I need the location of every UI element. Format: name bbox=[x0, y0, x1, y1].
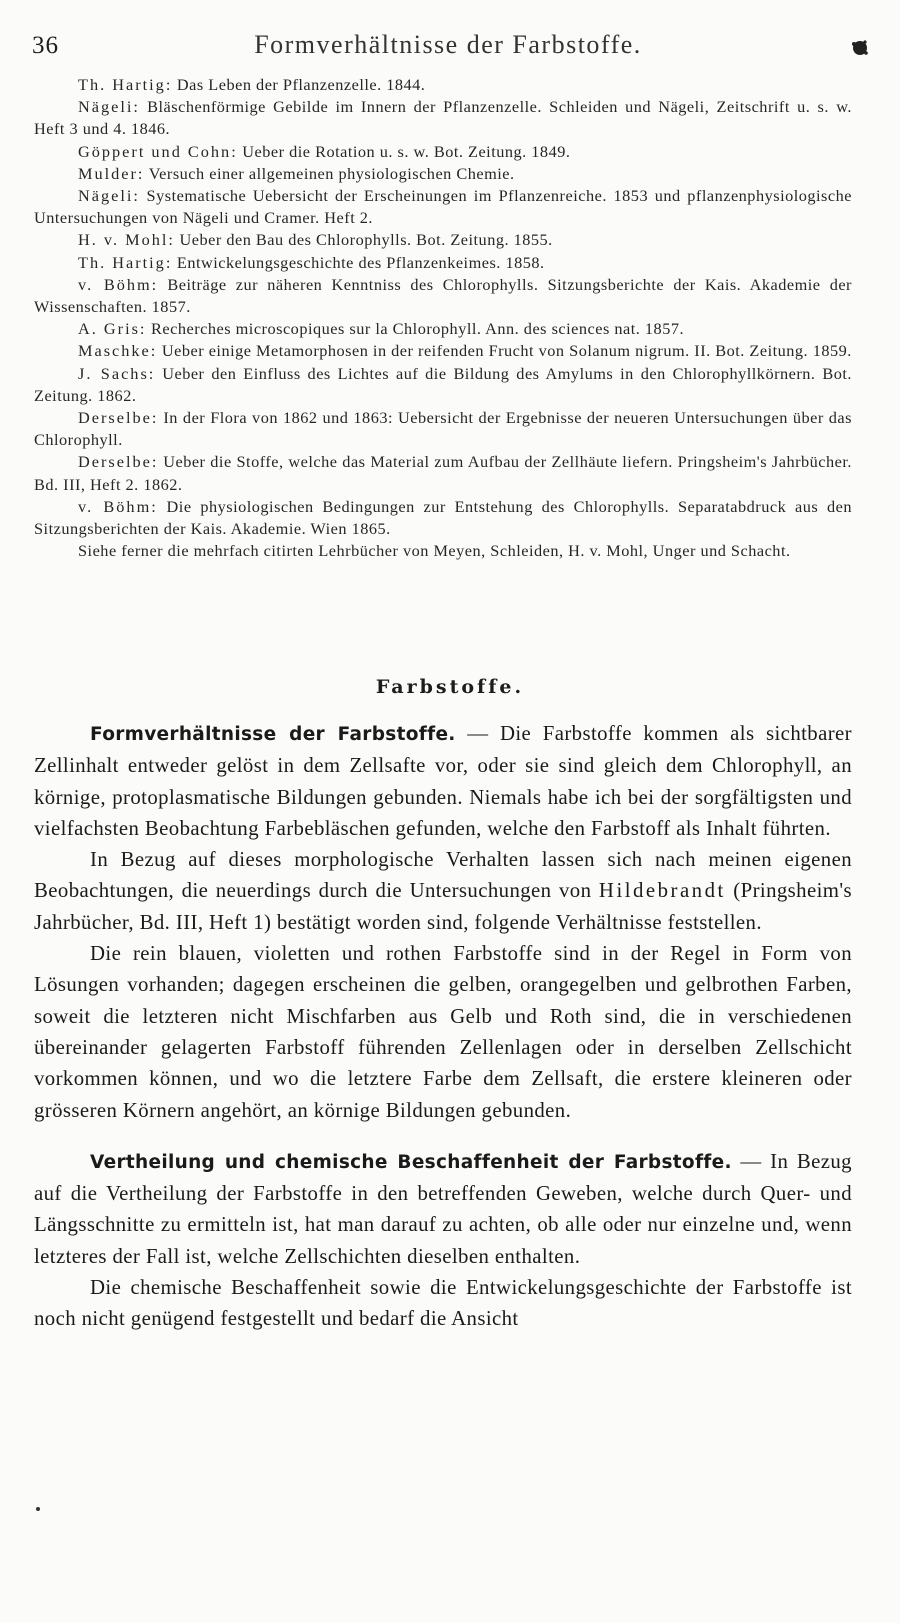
entry-author: Mulder: bbox=[78, 163, 145, 183]
entry-author: H. v. Mohl: bbox=[78, 230, 175, 250]
bibliography-list bbox=[34, 74, 852, 562]
paragraph-text: In Bezug auf dieses morphologische Verhalten lassen sich nach meinen eigenen Beobachtungen, die neuerdings durch die Untersuchungen von bbox=[34, 848, 852, 903]
bibliography-entry bbox=[34, 363, 852, 407]
entry-text: Ueber die Stoffe, welche das Material zum Aufbau der Zellhäute liefern. Pringsheim's Jahrbücher. Bd. III, Heft 2. 1862. bbox=[34, 452, 852, 494]
entry-author: v. Böhm: bbox=[78, 274, 159, 294]
entry-text: Ueber den Bau des Chlorophylls. Bot. Zeitung. 1855. bbox=[174, 230, 553, 250]
subsection-heading: Vertheilung und chemische Beschaffenheit der Farbstoffe. bbox=[90, 1151, 732, 1173]
bibliography-entry bbox=[34, 96, 852, 140]
section-title: Farbstoffe. bbox=[375, 676, 525, 698]
bibliography-entry bbox=[34, 163, 852, 185]
bibliography-entry bbox=[34, 74, 852, 96]
page-number: 36 bbox=[32, 32, 59, 59]
entry-text: Die physiologischen Bedingungen zur Entstehung des Chlorophylls. Separatabdruck aus den Sitzungsberichten der Kais. Akademie. Wien 1865. bbox=[34, 496, 852, 539]
paragraph-text: Die rein blauen, violetten und rothen Farbstoffe sind in der Regel in Form von Lösungen vorhanden; dagegen erscheinen die gelben, orangegelben und gelbrothen Farben, soweit die letzteren nicht Mischfarben aus Gelb und Roth sind, die in verschiedenen übereinander gelagerten Farbstoff führenden Zellenlagen oder in derselben Zellschicht vorkommen können, und wo die letztere Farbe dem Zellsaft, die erstere kleineren oder grösseren Körnern angehört, an körnige Bildungen gebunden. bbox=[34, 942, 852, 1122]
ink-blot-icon bbox=[850, 38, 870, 58]
entry-text: Recherches microscopiques sur la Chlorophyll. Ann. des sciences nat. 1857. bbox=[146, 319, 685, 339]
bibliography-entry bbox=[34, 451, 852, 495]
entry-text: In der Flora von 1862 und 1863: Uebersicht der Ergebnisse der neueren Untersuchungen über das Chlorophyll. bbox=[34, 408, 852, 450]
main-text bbox=[34, 718, 852, 1335]
entry-text: Das Leben der Pflanzenzelle. 1844. bbox=[172, 75, 426, 94]
bibliography-entry bbox=[34, 496, 852, 540]
entry-author: Nägeli: bbox=[78, 97, 140, 117]
entry-author: A. Gris: bbox=[78, 319, 147, 339]
entry-author: Göppert und Cohn: bbox=[78, 141, 238, 161]
subsection-heading: Formverhältnisse der Farbstoffe. bbox=[90, 724, 456, 745]
bibliography-entry bbox=[34, 340, 852, 362]
paragraph bbox=[34, 1146, 852, 1272]
entry-author: Maschke: bbox=[78, 341, 158, 361]
paragraph bbox=[34, 844, 852, 938]
entry-author: Derselbe: bbox=[78, 408, 159, 428]
entry-author: Th. Hartig: bbox=[78, 252, 173, 272]
page-header bbox=[30, 28, 866, 62]
paragraph bbox=[34, 718, 852, 844]
entry-text: Ueber die Rotation u. s. w. Bot. Zeitung. 1849. bbox=[237, 141, 571, 161]
entry-author: J. Sachs: bbox=[78, 363, 156, 383]
bibliography-entry bbox=[34, 185, 852, 229]
print-speck bbox=[36, 1507, 40, 1511]
paragraph-text: — Die Farbstoffe kommen als sichtbarer Zellinhalt entweder gelöst in dem Zellsafte vor, oder sie sind gleich dem Chlorophyll, an körnige, protoplasmatische Bildungen gebunden. Niemals habe ich bei der sorgfältigsten und vielfachsten Beobachtung Farbebläschen gefunden, welche den Farbstoff als Inhalt führten. bbox=[34, 722, 853, 840]
paragraph bbox=[34, 938, 852, 1126]
running-title: Formverhältnisse der Farbstoffe. bbox=[254, 30, 642, 59]
bibliography-entry bbox=[34, 407, 852, 451]
entry-text: Beiträge zur näheren Kenntniss des Chlorophylls. Sitzungsberichte der Kais. Akademie der Wissenschaften. 1857. bbox=[34, 274, 852, 317]
bibliography-entry bbox=[34, 274, 852, 318]
author-name: Hildebrandt bbox=[598, 879, 726, 903]
entry-author: Derselbe: bbox=[78, 452, 159, 472]
bibliography-entry bbox=[34, 540, 852, 562]
paragraph-text: — In Bezug auf die Vertheilung der Farbstoffe in den betreffenden Geweben, welche durch Quer- und Längsschnitte zu ermitteln ist, hat man darauf zu achten, ob alle oder nur einzelne und, wenn letzteres der Fall ist, welche Zellschichten dieselben enthalten. bbox=[34, 1149, 852, 1268]
bibliography-entry bbox=[34, 229, 852, 251]
paragraph-text: (Pringsheim's Jahrbücher, Bd. III, Heft 1) bestätigt worden sind, folgende Verhältnisse feststellen. bbox=[34, 879, 852, 934]
bibliography-entry bbox=[34, 141, 852, 163]
bibliography-entry bbox=[34, 252, 852, 274]
entry-text: Bläschenförmige Gebilde im Innern der Pflanzenzelle. Schleiden und Nägeli, Zeitschrift u. s. w. Heft 3 und 4. 1846. bbox=[34, 97, 852, 139]
paragraph-text: Die chemische Beschaffenheit sowie die Entwickelungsgeschichte der Farbstoffe ist noch nicht genügend festgestellt und bedarf die Ansicht bbox=[34, 1276, 852, 1331]
entry-author: Th. Hartig: bbox=[78, 75, 173, 94]
entry-text: Systematische Uebersicht der Erscheinungen im Pflanzenreiche. 1853 und pflanzenphysiologische Untersuchungen von Nägeli und Cramer. Heft 2. bbox=[34, 186, 852, 228]
entry-text: Siehe ferner die mehrfach citirten Lehrbücher von Meyen, Schleiden, H. v. Mohl, Unger und Schacht. bbox=[78, 541, 791, 561]
entry-text: Entwickelungsgeschichte des Pflanzenkeimes. 1858. bbox=[172, 252, 545, 272]
entry-text: Versuch einer allgemeinen physiologischen Chemie. bbox=[144, 163, 515, 183]
entry-text: Ueber einige Metamorphosen in der reifenden Frucht von Solanum nigrum. II. Bot. Zeitung. 1859. bbox=[157, 341, 852, 361]
entry-text: Ueber den Einfluss des Lichtes auf die Bildung des Amylums in den Chlorophyllkörnern. Bot. Zeitung. 1862. bbox=[34, 363, 852, 405]
bibliography-entry bbox=[34, 318, 852, 340]
entry-author: Nägeli: bbox=[78, 186, 140, 206]
paragraph bbox=[34, 1272, 852, 1335]
entry-author: v. Böhm: bbox=[78, 496, 158, 516]
